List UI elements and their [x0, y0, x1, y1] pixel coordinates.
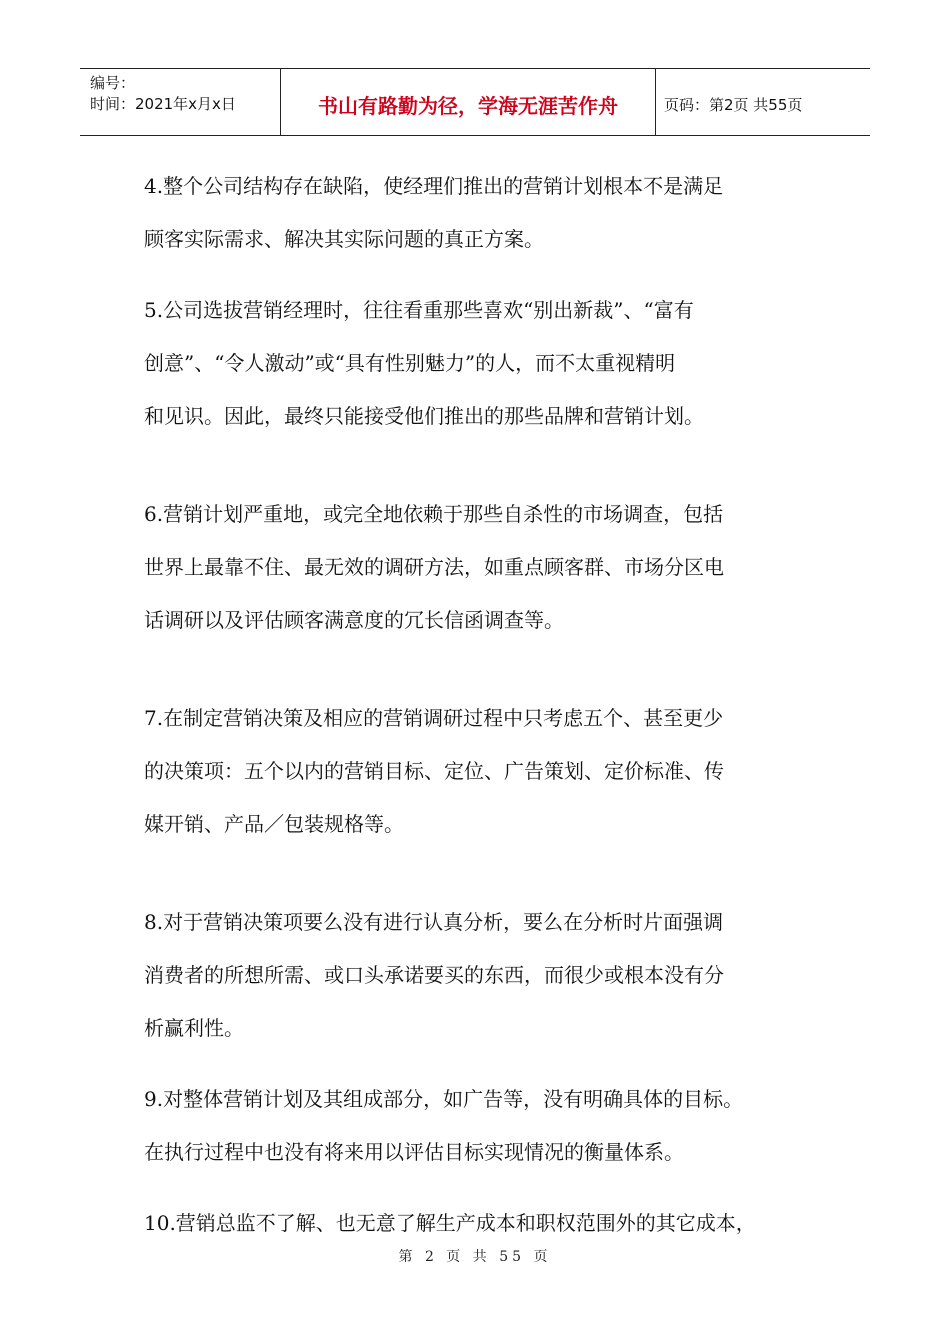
paragraph-line: 5.公司选拔营销经理时，往往看重那些喜欢“别出新裁”、“富有	[144, 298, 694, 322]
paragraph-line: 8.对于营销决策项要么没有进行认真分析，要么在分析时片面强调	[144, 910, 724, 934]
document-time-label: 时间：2021年x月x日	[90, 95, 236, 113]
paragraph-7	[144, 692, 809, 851]
header-motto: 书山有路勤为径，学海无涯苦作舟	[318, 93, 618, 118]
paragraph-4	[144, 160, 809, 266]
paragraph-8	[144, 896, 809, 1055]
paragraph-line: 4.整个公司结构存在缺陷，使经理们推出的营销计划根本不是满足	[144, 174, 724, 198]
paragraph-9	[144, 1073, 809, 1179]
paragraph-line: 创意”、“令人激动”或“具有性别魅力”的人，而不太重视精明	[144, 351, 676, 375]
paragraph-5	[144, 284, 809, 443]
header-meta-cell	[80, 69, 281, 135]
paragraph-6	[144, 488, 809, 647]
header-page-info: 页码：第2页 共55页	[664, 95, 803, 114]
paragraph-line: 世界上最靠不住、最无效的调研方法，如重点顾客群、市场分区电	[144, 555, 724, 579]
header-page-cell	[656, 69, 870, 135]
paragraph-line: 7.在制定营销决策及相应的营销调研过程中只考虑五个、甚至更少	[144, 706, 724, 730]
header-table	[80, 68, 870, 136]
paragraph-line: 话调研以及评估顾客满意度的冗长信函调查等。	[144, 608, 564, 632]
paragraph-line: 顾客实际需求、解决其实际问题的真正方案。	[144, 227, 544, 251]
page-footer: 第 2 页 共 55 页	[398, 1249, 552, 1265]
paragraph-line: 在执行过程中也没有将来用以评估目标实现情况的衡量体系。	[144, 1140, 684, 1164]
paragraph-line: 9.对整体营销计划及其组成部分，如广告等，没有明确具体的目标。	[144, 1087, 744, 1111]
document-number-label: 编号：	[90, 74, 136, 92]
header-motto-cell	[281, 69, 656, 135]
paragraph-line: 消费者的所想所需、或口头承诺要买的东西，而很少或根本没有分	[144, 963, 724, 987]
paragraph-line: 和见识。因此，最终只能接受他们推出的那些品牌和营销计划。	[144, 404, 704, 428]
paragraph-line: 析赢利性。	[144, 1016, 244, 1040]
paragraph-10	[144, 1197, 809, 1250]
paragraph-line: 媒开销、产品／包装规格等。	[144, 812, 404, 836]
paragraph-line: 的决策项：五个以内的营销目标、定位、广告策划、定价标准、传	[144, 759, 724, 783]
document-body	[144, 160, 809, 1250]
paragraph-line: 10.营销总监不了解、也无意了解生产成本和职权范围外的其它成本，	[144, 1211, 756, 1235]
paragraph-line: 6.营销计划严重地，或完全地依赖于那些自杀性的市场调查，包括	[144, 502, 724, 526]
